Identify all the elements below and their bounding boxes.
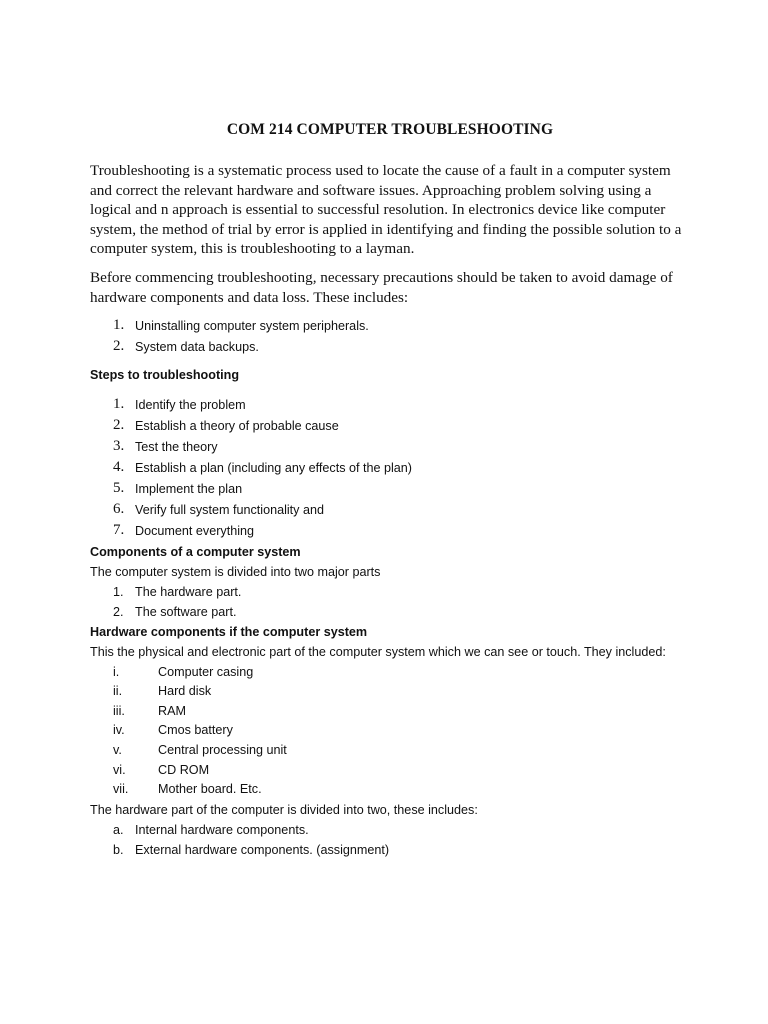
hardware-division-marker-b: b. [113, 843, 124, 857]
components-intro: The computer system is divided into two major parts [90, 565, 381, 579]
steps-item-5: Implement the plan [135, 482, 243, 496]
hardware-item-7: Mother board. Etc. [158, 782, 262, 796]
components-marker-1: 1. [113, 585, 124, 599]
hardware-intro: This the physical and electronic part of the computer system which we can see or touch. They included: [90, 645, 666, 659]
steps-marker-3: 3. [113, 438, 125, 454]
precautions-item-2: System data backups. [135, 340, 259, 354]
steps-marker-5: 5. [113, 480, 125, 496]
hardware-item-4: Cmos battery [158, 723, 233, 737]
intro-line-1: Troubleshooting is a systematic process used to locate the cause of a fault in a computer system [90, 162, 671, 179]
hardware-heading: Hardware components if the computer system [90, 625, 368, 639]
hardware-marker-3: iii. [113, 704, 125, 718]
hardware-item-3: RAM [158, 704, 186, 718]
steps-heading: Steps to troubleshooting [90, 368, 240, 382]
intro-line-3: logical and n approach is essential to successful resolution. In electronics device like computer [90, 201, 666, 218]
intro-line-4: system, the method of trial by error is applied in identifying and finding the possible solution to a [90, 221, 682, 238]
hardware-item-5: Central processing unit [158, 743, 287, 757]
hardware-item-2: Hard disk [158, 684, 212, 698]
steps-marker-4: 4. [113, 459, 125, 475]
components-heading: Components of a computer system [90, 545, 301, 559]
precautions-line-1: Before commencing troubleshooting, necessary precautions should be taken to avoid damage of [90, 269, 673, 286]
steps-item-6: Verify full system functionality and [135, 503, 324, 517]
components-marker-2: 2. [113, 605, 124, 619]
hardware-marker-4: iv. [113, 723, 125, 737]
hardware-division-item-a: Internal hardware components. [135, 823, 309, 837]
precautions-marker-2: 2. [113, 338, 125, 354]
hardware-marker-6: vi. [113, 763, 126, 777]
hardware-division-intro: The hardware part of the computer is divided into two, these includes: [90, 803, 478, 817]
steps-marker-6: 6. [113, 501, 125, 517]
steps-marker-1: 1. [113, 396, 125, 412]
steps-item-4: Establish a plan (including any effects of the plan) [135, 461, 413, 475]
precautions-marker-1: 1. [113, 317, 125, 333]
precautions-line-2: hardware components and data loss. These includes: [90, 289, 409, 306]
steps-item-3: Test the theory [135, 440, 218, 454]
hardware-division-marker-a: a. [113, 823, 124, 837]
hardware-marker-1: i. [113, 665, 120, 679]
precautions-item-1: Uninstalling computer system peripherals. [135, 319, 369, 333]
hardware-marker-5: v. [113, 743, 122, 757]
document-title: COM 214 COMPUTER TROUBLESHOOTING [226, 121, 554, 138]
steps-item-7: Document everything [135, 524, 255, 538]
steps-item-2: Establish a theory of probable cause [135, 419, 339, 433]
steps-marker-2: 2. [113, 417, 125, 433]
hardware-item-1: Computer casing [158, 665, 254, 679]
intro-line-5: computer system, this is troubleshooting to a layman. [90, 240, 415, 257]
intro-line-2: and correct the relevant hardware and software issues. Approaching problem solving using a [90, 182, 652, 199]
steps-marker-7: 7. [113, 522, 125, 538]
hardware-marker-2: ii. [113, 684, 123, 698]
hardware-item-6: CD ROM [158, 763, 210, 777]
hardware-marker-7: vii. [113, 782, 129, 796]
hardware-division-item-b: External hardware components. (assignment) [135, 843, 390, 857]
components-item-2: The software part. [135, 605, 237, 619]
components-item-1: The hardware part. [135, 585, 242, 599]
steps-item-1: Identify the problem [135, 398, 246, 412]
